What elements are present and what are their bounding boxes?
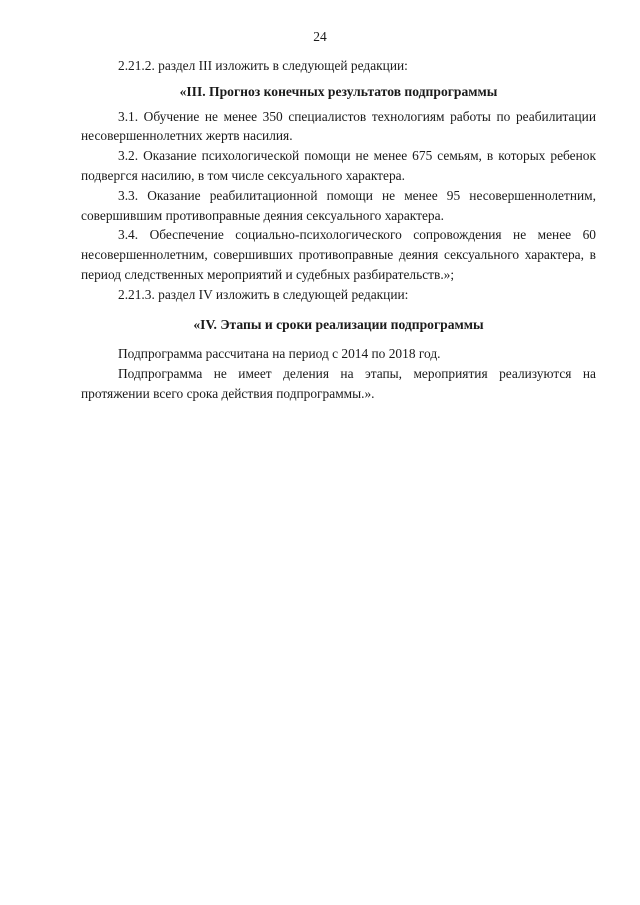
- page-number: 24: [313, 29, 327, 44]
- section-3-item-1: 3.1. Обучение не менее 350 специалистов технологиям работы по реабилитации несовершеннолетних жертв насилия.: [81, 108, 596, 144]
- section-4-paragraph-2: Подпрограмма не имеет деления на этапы, мероприятия реализуются на протяжении всего срока действия подпрограммы.».: [81, 366, 596, 401]
- section-3-heading: «III. Прогноз конечных результатов подпрограммы: [179, 83, 498, 99]
- section-3-item-2: 3.2. Оказание психологической помощи не менее 675 семьям, в которых ребенок подвергся насилию, в том числе сексуального характера.: [81, 148, 596, 183]
- amendment-intro-section-3: 2.21.2. раздел III изложить в следующей редакции:: [118, 58, 408, 73]
- amendment-intro-section-4: 2.21.3. раздел IV изложить в следующей редакции:: [118, 286, 409, 302]
- section-4-heading: «IV. Этапы и сроки реализации подпрограммы: [193, 316, 484, 332]
- document-body: [81, 56, 596, 404]
- section-3-item-3: 3.3. Оказание реабилитационной помощи не менее 95 несовершеннолетним, совершившим противоправные деяния сексуального характера.: [81, 187, 596, 223]
- section-3-item-4: 3.4. Обеспечение социально-психологического сопровождения не менее 60 несовершеннолетним, совершивших противоправные деяния сексуального характера, в период следственных мероприятий и судебных разбирательств.»;: [81, 227, 596, 282]
- section-4-paragraph-1: Подпрограмма рассчитана на период с 2014 по 2018 год.: [118, 346, 441, 362]
